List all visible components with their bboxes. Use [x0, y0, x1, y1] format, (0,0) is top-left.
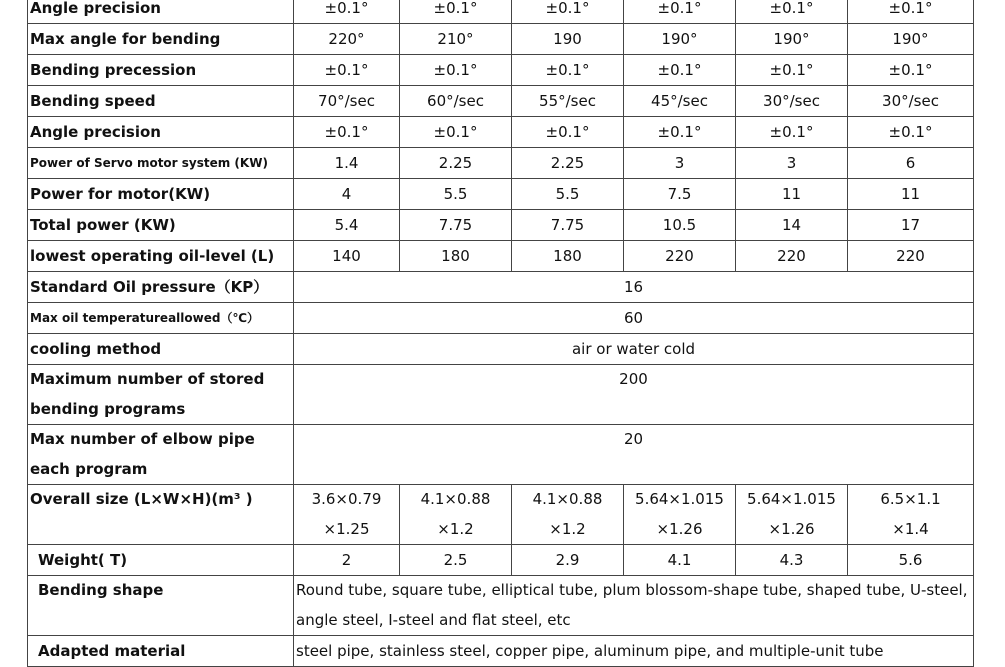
- spec-row-stored-programs: [28, 365, 974, 425]
- spec-row-elbow-pipe: [28, 425, 974, 485]
- size-line2: ×1.2: [437, 519, 474, 538]
- row-value: air or water cold: [294, 334, 974, 365]
- row-label: Power of Servo motor system (KW): [28, 148, 294, 179]
- value-cell: 30°/sec: [736, 86, 848, 117]
- weight-cell: 2.9: [512, 545, 624, 576]
- value-cell: ±0.1°: [736, 55, 848, 86]
- spec-row: [28, 241, 974, 272]
- value-cell: ±0.1°: [848, 117, 974, 148]
- size-line1: 5.64×1.015: [747, 490, 836, 508]
- row-value: steel pipe, stainless steel, copper pipe, aluminum pipe, and multiple-unit tube: [294, 636, 974, 667]
- value-cell: 7.75: [512, 210, 624, 241]
- value-cell: 70°/sec: [294, 86, 400, 117]
- spec-table-body: [28, 0, 974, 667]
- spec-row: [28, 210, 974, 241]
- size-line2: ×1.2: [549, 519, 586, 538]
- value-cell: 1.4: [294, 148, 400, 179]
- row-label: Max oil temperatureallowed（℃）: [28, 303, 294, 334]
- spec-row-weight: [28, 545, 974, 576]
- value-cell: ±0.1°: [400, 55, 512, 86]
- value-cell: ±0.1°: [848, 0, 974, 24]
- size-cell: [512, 485, 624, 545]
- weight-cell: 4.3: [736, 545, 848, 576]
- value-cell: ±0.1°: [624, 0, 736, 24]
- value-cell: ±0.1°: [294, 0, 400, 24]
- value-cell: 5.5: [400, 179, 512, 210]
- value-cell: 6: [848, 148, 974, 179]
- value-cell: ±0.1°: [736, 117, 848, 148]
- row-label: Overall size (L×W×H)(m³ ): [28, 485, 294, 545]
- row-label: Max angle for bending: [28, 24, 294, 55]
- value-cell: ±0.1°: [512, 117, 624, 148]
- weight-cell: 4.1: [624, 545, 736, 576]
- value-cell: 45°/sec: [624, 86, 736, 117]
- size-line1: 6.5×1.1: [880, 490, 941, 508]
- value-cell: 10.5: [624, 210, 736, 241]
- size-line2: ×1.26: [768, 519, 815, 538]
- spec-row-adapted-material: [28, 636, 974, 667]
- size-line1: 5.64×1.015: [635, 490, 724, 508]
- value-cell: ±0.1°: [294, 117, 400, 148]
- value-cell: ±0.1°: [512, 55, 624, 86]
- row-value: 20: [294, 425, 974, 485]
- spec-row: [28, 148, 974, 179]
- size-line1: 4.1×0.88: [532, 490, 603, 508]
- size-cell: [400, 485, 512, 545]
- row-label: Standard Oil pressure（KP）: [28, 272, 294, 303]
- value-cell: 190°: [736, 24, 848, 55]
- value-cell: 5.5: [512, 179, 624, 210]
- row-label: Angle precision: [28, 117, 294, 148]
- value-cell: 3: [736, 148, 848, 179]
- size-line2: ×1.26: [656, 519, 703, 538]
- row-label: cooling method: [28, 334, 294, 365]
- spec-row-max-oil-temperature: [28, 303, 974, 334]
- size-cell: [624, 485, 736, 545]
- value-cell: 180: [512, 241, 624, 272]
- spec-row: [28, 117, 974, 148]
- value-cell: 14: [736, 210, 848, 241]
- value-cell: 11: [736, 179, 848, 210]
- size-line1: 4.1×0.88: [420, 490, 491, 508]
- value-cell: 55°/sec: [512, 86, 624, 117]
- value-cell: 220°: [294, 24, 400, 55]
- value-cell: ±0.1°: [512, 0, 624, 24]
- value-cell: 5.4: [294, 210, 400, 241]
- value-cell: ±0.1°: [848, 55, 974, 86]
- spec-row: [28, 0, 974, 24]
- row-label: Maximum number of stored bending programs: [28, 365, 294, 425]
- value-cell: 17: [848, 210, 974, 241]
- row-label: Power for motor(KW): [28, 179, 294, 210]
- spec-row: [28, 179, 974, 210]
- spec-row-cooling-method: [28, 334, 974, 365]
- weight-cell: 2.5: [400, 545, 512, 576]
- spec-row: [28, 86, 974, 117]
- value-cell: ±0.1°: [624, 55, 736, 86]
- value-cell: ±0.1°: [294, 55, 400, 86]
- value-cell: 190°: [848, 24, 974, 55]
- weight-cell: 2: [294, 545, 400, 576]
- value-cell: ±0.1°: [736, 0, 848, 24]
- row-label: Bending precession: [28, 55, 294, 86]
- row-label: Total power (KW): [28, 210, 294, 241]
- value-cell: 140: [294, 241, 400, 272]
- spec-table: [27, 0, 974, 667]
- value-cell: 220: [848, 241, 974, 272]
- spec-row-overall-size: [28, 485, 974, 545]
- spec-row: [28, 24, 974, 55]
- size-cell: [848, 485, 974, 545]
- row-value: Round tube, square tube, elliptical tube, plum blossom-shape tube, shaped tube, U-steel, angle steel, I-steel and flat steel, etc: [294, 576, 974, 636]
- value-cell: 190: [512, 24, 624, 55]
- value-cell: 180: [400, 241, 512, 272]
- row-value: 200: [294, 365, 974, 425]
- row-label: lowest operating oil-level (L): [28, 241, 294, 272]
- row-value: 16: [294, 272, 974, 303]
- row-label: Bending shape: [28, 576, 294, 636]
- value-cell: 11: [848, 179, 974, 210]
- size-line2: ×1.25: [323, 519, 370, 538]
- weight-cell: 5.6: [848, 545, 974, 576]
- value-cell: 4: [294, 179, 400, 210]
- size-cell: [736, 485, 848, 545]
- value-cell: 3: [624, 148, 736, 179]
- value-cell: 220: [736, 241, 848, 272]
- row-value: 60: [294, 303, 974, 334]
- size-line2: ×1.4: [892, 519, 929, 538]
- value-cell: 220: [624, 241, 736, 272]
- value-cell: 60°/sec: [400, 86, 512, 117]
- spec-row-standard-oil-pressure: [28, 272, 974, 303]
- row-label: Bending speed: [28, 86, 294, 117]
- size-line1: 3.6×0.79: [311, 490, 382, 508]
- spec-row: [28, 55, 974, 86]
- value-cell: 2.25: [512, 148, 624, 179]
- size-cell: [294, 485, 400, 545]
- value-cell: ±0.1°: [624, 117, 736, 148]
- value-cell: 190°: [624, 24, 736, 55]
- row-label: Max number of elbow pipe each program: [28, 425, 294, 485]
- row-label: Weight( T): [28, 545, 294, 576]
- value-cell: 7.5: [624, 179, 736, 210]
- value-cell: 2.25: [400, 148, 512, 179]
- value-cell: 210°: [400, 24, 512, 55]
- value-cell: 30°/sec: [848, 86, 974, 117]
- value-cell: ±0.1°: [400, 117, 512, 148]
- value-cell: ±0.1°: [400, 0, 512, 24]
- value-cell: 7.75: [400, 210, 512, 241]
- row-label: Angle precision: [28, 0, 294, 24]
- row-label: Adapted material: [28, 636, 294, 667]
- spec-row-bending-shape: [28, 576, 974, 636]
